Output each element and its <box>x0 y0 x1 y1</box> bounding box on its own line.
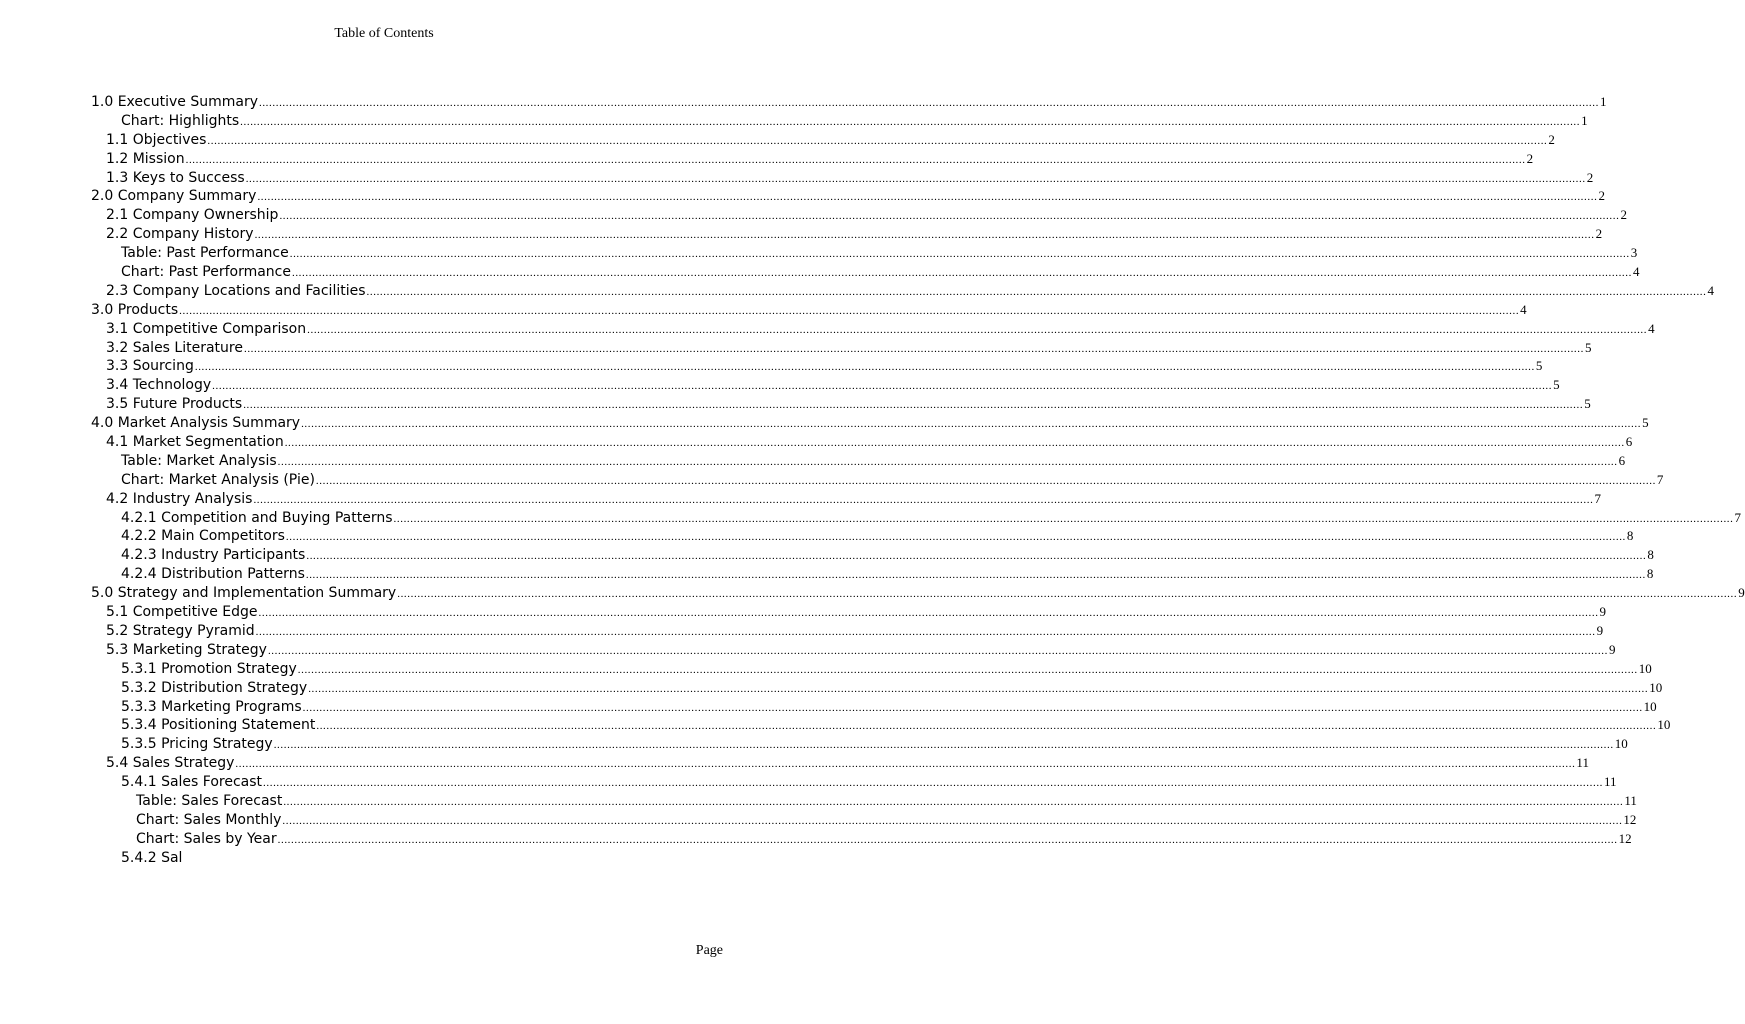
toc-dot-leader: ................................................................................................................................................................................................................................................................................................................................................................................................................ <box>316 720 1657 733</box>
toc-entry-page-number: 8 <box>1626 528 1634 544</box>
toc-entry[interactable] <box>91 811 1637 830</box>
toc-entry-label: 1.2 Mission <box>106 150 185 167</box>
toc-entry-label: 5.3.1 Promotion Strategy <box>121 660 297 677</box>
toc-entry-label: 4.2.2 Main Competitors <box>121 528 285 545</box>
toc-dot-leader: ................................................................................................................................................................................................................................................................................................................................................................................................................ <box>284 437 1625 450</box>
toc-entry-page-number: 10 <box>1643 698 1657 714</box>
toc-dot-leader: ................................................................................................................................................................................................................................................................................................................................................................................................................ <box>297 663 1638 676</box>
toc-entry-label: 3.4 Technology <box>106 377 212 394</box>
toc-dot-leader: ................................................................................................................................................................................................................................................................................................................................................................................................................ <box>254 229 1595 242</box>
toc-dot-leader: ................................................................................................................................................................................................................................................................................................................................................................................................................ <box>308 682 1649 695</box>
toc-entry-label: 3.0 Products <box>91 301 179 318</box>
toc-entry-label: 5.1 Competitive Edge <box>106 604 258 621</box>
toc-entry-page-number: 4 <box>1648 320 1655 336</box>
toc-entry-page-number: 11 <box>1604 774 1617 790</box>
toc-dot-leader: ................................................................................................................................................................................................................................................................................................................................................................................................................ <box>291 267 1632 280</box>
toc-entry-label: Chart: Past Performance <box>121 264 291 281</box>
toc-entry-label: 2.2 Company History <box>106 226 254 243</box>
toc-entry[interactable] <box>91 112 1588 131</box>
toc-entry-label: 4.2.4 Distribution Patterns <box>121 566 305 583</box>
toc-entry-label: Chart: Market Analysis (Pie) <box>121 471 315 488</box>
page-title: Table of Contents <box>334 26 434 41</box>
toc-dot-leader: ................................................................................................................................................................................................................................................................................................................................................................................................................ <box>267 644 1608 657</box>
toc-dot-leader: ................................................................................................................................................................................................................................................................................................................................................................................................................ <box>285 531 1626 544</box>
toc-dot-leader: ................................................................................................................................................................................................................................................................................................................................................................................................................ <box>243 399 1584 412</box>
toc-entry-label: 5.3.4 Positioning Statement <box>121 717 316 734</box>
toc-dot-leader: ................................................................................................................................................................................................................................................................................................................................................................................................................ <box>393 512 1734 525</box>
toc-entry-label: 5.0 Strategy and Implementation Summary <box>91 585 397 602</box>
toc-entry[interactable] <box>91 187 1605 206</box>
toc-entry[interactable] <box>91 169 1594 188</box>
toc-dot-leader: ................................................................................................................................................................................................................................................................................................................................................................................................................ <box>277 833 1618 846</box>
toc-dot-leader: ................................................................................................................................................................................................................................................................................................................................................................................................................ <box>289 248 1630 261</box>
toc-entry-label: 2.1 Company Ownership <box>106 207 279 224</box>
toc-entry-page-number: 4 <box>1520 301 1527 317</box>
toc-entry-page-number: 5 <box>1584 396 1591 412</box>
toc-dot-leader: ................................................................................................................................................................................................................................................................................................................................................................................................................ <box>306 550 1647 563</box>
toc-entry[interactable] <box>91 509 1742 528</box>
toc-entry-page-number: 9 <box>1596 622 1604 638</box>
toc-entry-label: 5.3.2 Distribution Strategy <box>121 679 308 696</box>
toc-dot-leader: ................................................................................................................................................................................................................................................................................................................................................................................................................ <box>235 758 1576 771</box>
toc-entry-page-number: 5 <box>1642 415 1649 431</box>
toc-entry-label: 4.2 Industry Analysis <box>106 490 253 507</box>
toc-entry-label: 3.3 Sourcing <box>106 358 194 375</box>
toc-dot-leader: ................................................................................................................................................................................................................................................................................................................................................................................................................ <box>305 569 1646 582</box>
toc-entry[interactable] <box>91 849 723 868</box>
toc-dot-leader: ................................................................................................................................................................................................................................................................................................................................................................................................................ <box>194 361 1535 374</box>
toc-entry-page-number: 8 <box>1646 566 1654 582</box>
toc-entry-page-number: 1 <box>1599 94 1607 109</box>
toc-entry-label: 5.3.5 Pricing Strategy <box>121 736 273 753</box>
toc-entry-page-number: 11 <box>1576 755 1589 771</box>
toc-entry[interactable] <box>91 244 1638 263</box>
toc-dot-leader: ................................................................................................................................................................................................................................................................................................................................................................................................................ <box>245 172 1586 185</box>
toc-entry[interactable] <box>91 546 1654 565</box>
toc-dot-leader: ................................................................................................................................................................................................................................................................................................................................................................................................................ <box>273 739 1614 752</box>
toc-entry-page-number: 4 <box>1632 264 1640 280</box>
toc-entry-page-number: 2 <box>1526 150 1534 166</box>
toc-entry-label: 5.4.1 Sales Forecast <box>121 774 263 791</box>
toc-entry[interactable] <box>91 716 1671 735</box>
toc-entry[interactable] <box>91 698 1657 717</box>
toc-entry-label: 4.0 Market Analysis Summary <box>91 415 301 432</box>
toc-dot-leader: ................................................................................................................................................................................................................................................................................................................................................................................................................ <box>240 115 1581 128</box>
toc-dot-leader: ................................................................................................................................................................................................................................................................................................................................................................................................................ <box>307 323 1648 336</box>
toc-entry[interactable] <box>91 301 1527 320</box>
toc-entry-page-number: 2 <box>1620 207 1627 223</box>
toc-entry-page-number: 5 <box>1535 358 1543 374</box>
toc-entry-label: 5.3.3 Marketing Programs <box>121 698 302 715</box>
toc-entry-page-number: 10 <box>1657 717 1671 733</box>
toc-entry[interactable] <box>91 792 1637 811</box>
toc-dot-leader: ................................................................................................................................................................................................................................................................................................................................................................................................................ <box>302 701 1643 714</box>
toc-dot-leader: ................................................................................................................................................................................................................................................................................................................................................................................................................ <box>243 342 1584 355</box>
toc-entry[interactable] <box>91 641 1616 660</box>
toc-entry-label: 3.1 Competitive Comparison <box>106 320 307 337</box>
toc-dot-leader: ................................................................................................................................................................................................................................................................................................................................................................................................................ <box>185 153 1526 166</box>
toc-dot-leader: ................................................................................................................................................................................................................................................................................................................................................................................................................ <box>258 97 1599 109</box>
toc-entry-page-number: 9 <box>1608 641 1616 657</box>
toc-dot-leader: ................................................................................................................................................................................................................................................................................................................................................................................................................ <box>207 134 1548 147</box>
toc-entry-page-number: 7 <box>1656 471 1664 487</box>
toc-entry-page-number: 7 <box>1594 490 1601 506</box>
toc-entry-page-number: 10 <box>1649 679 1663 695</box>
toc-entry-page-number: 5 <box>1584 339 1592 355</box>
toc-entry[interactable] <box>91 93 1607 112</box>
toc-entry-page-number: 2 <box>1548 131 1555 147</box>
toc-entry-page-number: 2 <box>1586 169 1594 185</box>
toc-dot-leader: ................................................................................................................................................................................................................................................................................................................................................................................................................ <box>397 588 1738 601</box>
toc-entry[interactable] <box>91 263 1640 282</box>
toc-entry-page-number: 10 <box>1614 736 1628 752</box>
toc-entry[interactable] <box>91 603 1607 622</box>
toc-dot-leader: ................................................................................................................................................................................................................................................................................................................................................................................................................ <box>253 493 1594 506</box>
toc-entry-page-number: 1 <box>1581 112 1588 128</box>
toc-dot-leader: ................................................................................................................................................................................................................................................................................................................................................................................................................ <box>277 455 1618 468</box>
toc-entry-label: Chart: Highlights <box>121 112 240 129</box>
toc-entry-label: Table: Sales Forecast <box>136 792 283 809</box>
toc-dot-leader: ................................................................................................................................................................................................................................................................................................................................................................................................................ <box>263 777 1604 790</box>
toc-dot-leader: ................................................................................................................................................................................................................................................................................................................................................................................................................ <box>282 814 1623 827</box>
toc-entry[interactable] <box>91 584 1745 603</box>
toc-entry[interactable] <box>91 414 1649 433</box>
toc-entry[interactable] <box>91 471 1664 490</box>
toc-entry-label: 5.4 Sales Strategy <box>106 755 235 772</box>
toc-entry-page-number: 12 <box>1623 811 1637 827</box>
toc-entry-label: Table: Market Analysis <box>121 452 277 469</box>
toc-entry[interactable] <box>91 395 1591 414</box>
page-footer-label: Page <box>695 943 723 958</box>
toc-entry-page-number: 2 <box>1598 188 1605 204</box>
toc-entry[interactable] <box>91 339 1592 358</box>
toc-entry-page-number: 8 <box>1647 547 1654 563</box>
toc-entry[interactable] <box>91 320 1655 339</box>
toc-entry-label: 5.4.2 Sal <box>121 849 183 866</box>
toc-entry-page-number: 10 <box>1638 660 1652 676</box>
toc-dot-leader: ................................................................................................................................................................................................................................................................................................................................................................................................................ <box>255 625 1596 638</box>
toc-entry[interactable] <box>91 357 1543 376</box>
toc-entry-label: 5.2 Strategy Pyramid <box>106 622 255 639</box>
toc-entry-label: 1.0 Executive Summary <box>91 94 258 110</box>
toc-entry-label: Chart: Sales Monthly <box>136 811 282 828</box>
toc-entry[interactable] <box>91 433 1633 452</box>
toc-dot-leader: ................................................................................................................................................................................................................................................................................................................................................................................................................ <box>301 418 1642 431</box>
toc-entry-page-number: 6 <box>1618 452 1626 468</box>
toc-entry-label: 4.1 Market Segmentation <box>106 434 284 451</box>
toc-entry[interactable] <box>91 225 1603 244</box>
toc-entry-label: 1.1 Objectives <box>106 131 207 148</box>
toc-dot-leader: ................................................................................................................................................................................................................................................................................................................................................................................................................ <box>179 304 1520 317</box>
toc-entry[interactable] <box>91 679 1663 698</box>
toc-entry-label: 4.2.3 Industry Participants <box>121 547 306 564</box>
toc-entry-page-number: 3 <box>1630 245 1638 261</box>
toc-dot-leader: ................................................................................................................................................................................................................................................................................................................................................................................................................ <box>257 191 1598 204</box>
toc-entry[interactable] <box>91 660 1652 679</box>
toc-entry-page-number: 12 <box>1618 830 1632 846</box>
toc-entry-page-number: 4 <box>1707 282 1715 298</box>
toc-entry[interactable] <box>91 565 1654 584</box>
toc-dot-leader: ................................................................................................................................................................................................................................................................................................................................................................................................................ <box>283 795 1624 808</box>
table-of-contents <box>91 93 1745 868</box>
toc-entry-page-number: 5 <box>1553 377 1560 393</box>
toc-entry-page-number: 7 <box>1734 509 1742 525</box>
toc-entry-label: 2.3 Company Locations and Facilities <box>106 282 366 299</box>
toc-entry[interactable] <box>91 376 1560 395</box>
toc-entry[interactable] <box>91 527 1634 546</box>
toc-entry-label: 1.3 Keys to Success <box>106 169 245 186</box>
toc-dot-leader: ................................................................................................................................................................................................................................................................................................................................................................................................................ <box>366 285 1707 298</box>
toc-dot-leader: ................................................................................................................................................................................................................................................................................................................................................................................................................ <box>279 210 1620 223</box>
toc-entry[interactable] <box>91 282 1715 301</box>
toc-entry[interactable] <box>91 150 1534 169</box>
toc-dot-leader: ................................................................................................................................................................................................................................................................................................................................................................................................................ <box>258 607 1599 620</box>
toc-entry-page-number: 9 <box>1599 604 1607 620</box>
toc-dot-leader: ................................................................................................................................................................................................................................................................................................................................................................................................................ <box>315 474 1656 487</box>
toc-entry-page-number: 9 <box>1738 585 1745 601</box>
toc-entry[interactable] <box>91 754 1589 773</box>
toc-entry-label: 3.5 Future Products <box>106 396 243 413</box>
toc-entry[interactable] <box>91 735 1628 754</box>
toc-entry-page-number: 6 <box>1625 434 1633 450</box>
toc-entry[interactable] <box>91 131 1555 150</box>
toc-entry[interactable] <box>91 490 1601 509</box>
toc-entry[interactable] <box>91 830 1632 849</box>
toc-entry[interactable] <box>91 206 1627 225</box>
toc-entry[interactable] <box>91 452 1626 471</box>
toc-entry[interactable] <box>91 773 1617 792</box>
toc-dot-leader: ................................................................................................................................................................................................................................................................................................................................................................................................................ <box>212 380 1553 393</box>
toc-entry-label: Chart: Sales by Year <box>136 830 277 847</box>
toc-entry[interactable] <box>91 622 1604 641</box>
toc-entry-label: 5.3 Marketing Strategy <box>106 641 267 658</box>
toc-entry-label: Table: Past Performance <box>121 245 289 262</box>
toc-entry-page-number: 2 <box>1595 226 1603 242</box>
toc-entry-page-number: 11 <box>1624 792 1637 808</box>
toc-entry-label: 4.2.1 Competition and Buying Patterns <box>121 509 393 526</box>
toc-entry-label: 3.2 Sales Literature <box>106 339 243 356</box>
toc-entry-label: 2.0 Company Summary <box>91 188 257 205</box>
